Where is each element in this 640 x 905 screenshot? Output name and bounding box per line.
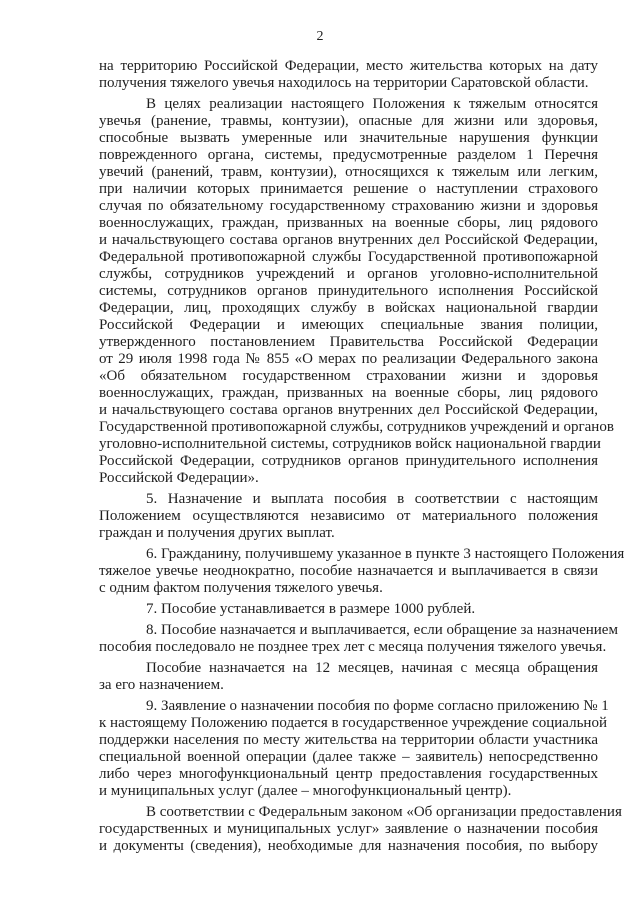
text-line: либо через многофункциональный центр предоставления государственных [99, 766, 598, 782]
text-line: службы, сотрудников учреждений и органов уголовно-исполнительной [99, 266, 598, 282]
text-line: уголовно-исполнительной системы, сотрудников войск национальной гвардии [99, 436, 601, 452]
text-line: Пособие назначается на 12 месяцев, начиная с месяца обращения [146, 660, 598, 676]
text-line: получения тяжелого увечья находилось на территории Саратовской области. [99, 75, 589, 91]
paragraph [99, 58, 598, 92]
text-line: с одним фактом получения тяжелого увечья. [99, 580, 383, 596]
text-line: Российской Федерации». [99, 470, 259, 486]
text-line: и муниципальных услуг (далее – многофункциональный центр). [99, 783, 512, 799]
text-line: поддержки населения по месту жительства на территории области участника [99, 732, 598, 748]
text-line: Положением осуществляются независимо от материального положения [99, 508, 598, 524]
text-line: Российской Федерации и имеющих специальные звания полиции, [99, 317, 598, 333]
text-line: тяжелое увечье неоднократно, пособие назначается и выплачивается в связи [99, 563, 598, 579]
text-line: 6. Гражданину, получившему указанное в пункте 3 настоящего Положения [146, 546, 625, 562]
paragraph [99, 601, 598, 618]
text-line: утвержденного постановлением Правительства Российской Федерации [99, 334, 598, 350]
text-line: увечья (ранение, травмы, контузии), опасные для жизни или здоровья, [99, 113, 598, 129]
text-line: случая по обязательному государственному страхованию жизни и здоровья [99, 198, 598, 214]
text-line: Федеральной противопожарной службы Государственной противопожарной [99, 249, 598, 265]
text-line: 8. Пособие назначается и выплачивается, если обращение за назначением [146, 622, 618, 638]
text-line: при наличии которых принимается решение о наступлении страхового [99, 181, 598, 197]
text-line: и начальствующего состава органов внутренних дел Российской Федерации, [99, 402, 598, 418]
text-line: системы, сотрудников органов принудительного исполнения Российской [99, 283, 598, 299]
text-line: способные вызвать умеренные или значительные нарушения функции [99, 130, 598, 146]
paragraph [99, 491, 598, 542]
text-line: В соответствии с Федеральным законом «Об организации предоставления [146, 804, 622, 820]
text-line: 5. Назначение и выплата пособия в соответствии с настоящим [146, 491, 598, 507]
text-line: к настоящему Положению подается в государственное учреждение социальной [99, 715, 607, 731]
text-line: на территорию Российской Федерации, место жительства которых на дату [99, 58, 598, 74]
text-line: от 29 июля 1998 года № 855 «О мерах по реализации Федерального закона [99, 351, 598, 367]
paragraph [99, 622, 618, 656]
paragraph [99, 804, 622, 855]
text-line: Государственной противопожарной службы, сотрудников учреждений и органов [99, 419, 614, 435]
text-line: и начальствующего состава органов внутренних дел Российской Федерации, [99, 232, 598, 248]
text-line: В целях реализации настоящего Положения к тяжелым относятся [146, 96, 598, 112]
text-line: Российской Федерации, сотрудников органов принудительного исполнения [99, 453, 598, 469]
text-line: увечий (ранений, травм, контузии), относящихся к тяжелым или легким, [99, 164, 598, 180]
text-line: 7. Пособие устанавливается в размере 1000 рублей. [146, 601, 476, 617]
text-line: государственных и муниципальных услуг» заявление о назначении пособия [99, 821, 598, 837]
text-line: пособия последовало не позднее трех лет с месяца получения тяжелого увечья. [99, 639, 607, 655]
paragraph [99, 546, 625, 597]
text-line: военнослужащих, граждан, призванных на военные сборы, лиц рядового [99, 215, 598, 231]
text-line: и документы (сведения), необходимые для назначения пособия, по выбору [99, 838, 598, 854]
paragraph [99, 698, 609, 800]
paragraph [99, 96, 614, 487]
text-line: военнослужащих, граждан, призванных на военные сборы, лиц рядового [99, 385, 598, 401]
page-number: 2 [316, 29, 324, 44]
text-line: поврежденного органа, системы, предусмотренные разделом 1 Перечня [99, 147, 598, 163]
text-line: Федерации, лиц, проходящих службу в войсках национальной гвардии [99, 300, 598, 316]
document-body [99, 58, 625, 855]
text-line: «Об обязательном государственном страховании жизни и здоровья [99, 368, 598, 384]
text-line: 9. Заявление о назначении пособия по форме согласно приложению № 1 [146, 698, 609, 714]
text-line: граждан и получения других выплат. [99, 525, 335, 541]
paragraph [99, 660, 598, 694]
text-line: за его назначением. [99, 677, 224, 693]
text-line: специальной военной операции (далее также – заявитель) непосредственно [99, 749, 598, 765]
